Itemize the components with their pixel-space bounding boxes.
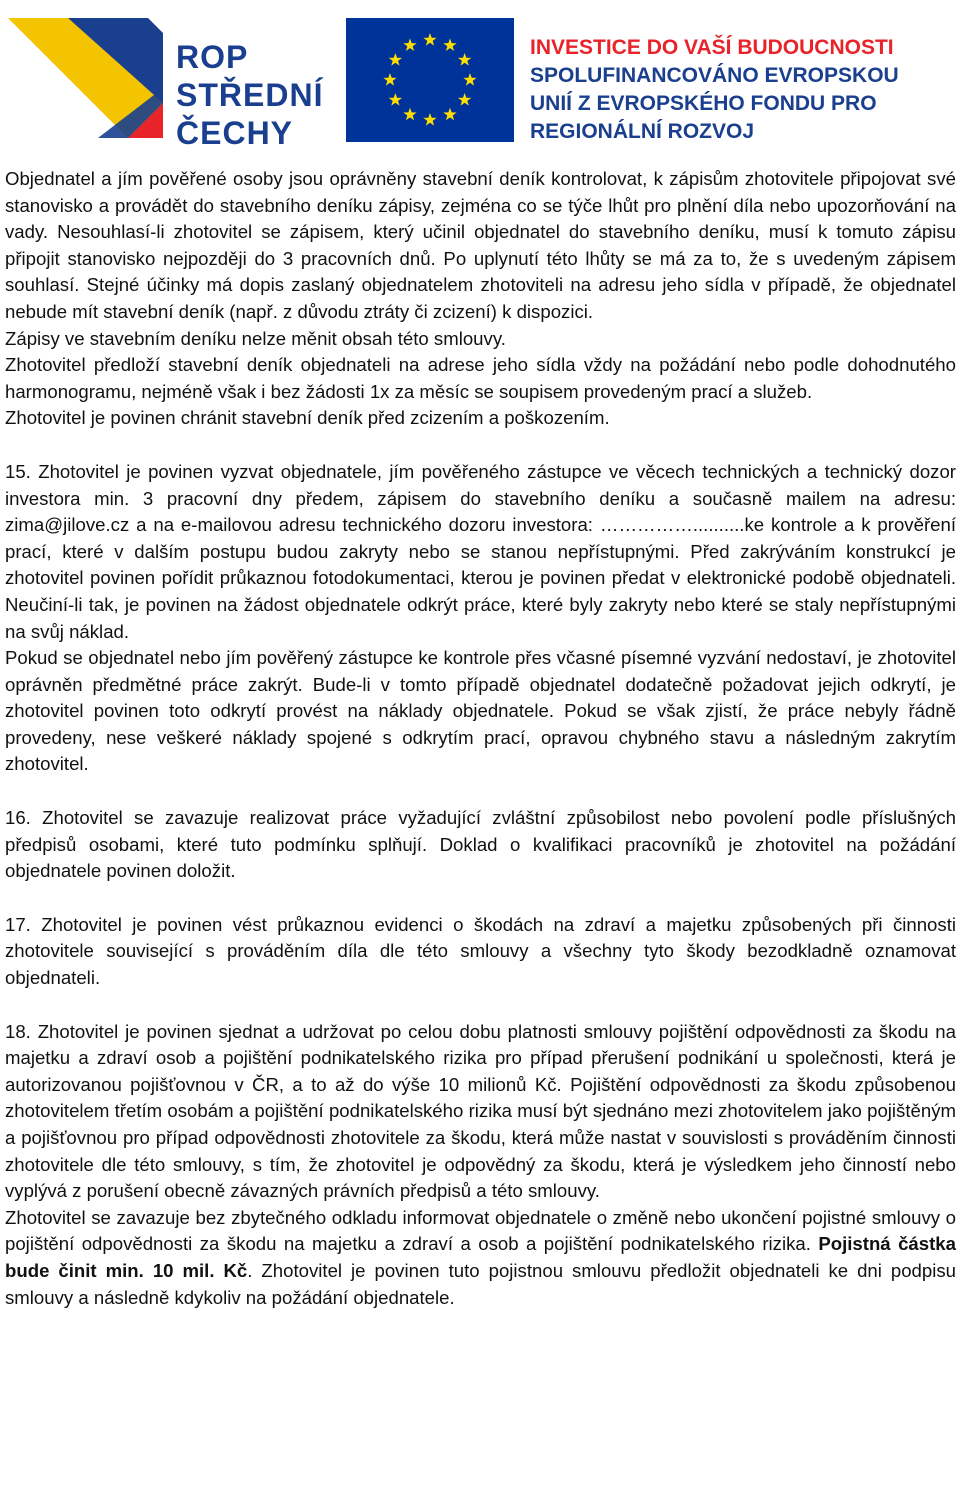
paragraph-objednatel-rights: Objednatel a jím pověřené osoby jsou oprávněny stavební deník kontrolovat, k zápisům zhotovitele připojovat své stanovisko a provádět do stavebního deníku zápisy, zejména co se týče lhůt pro plnění díla nebo upozorňování na vady. Nesouhlasí-li zhotovitel se zápisem, který učinil objednatel do stavebního deníku, musí k tomuto zápisu připojit stanovisko nejpozději do 3 pracovních dnů. Po uplynutí této lhůty se má za to, že s uvedeným zápisem souhlasí. Stejné účinky má dopis zaslaný objednatelem zhotoviteli na adresu jeho sídla v případě, že objednatel nebude mít stavební deník (např. z důvodu ztráty či zcizení) k dispozici.: [5, 168, 956, 322]
eu-line-3: UNIÍ Z EVROPSKÉHO FONDU PRO: [530, 92, 877, 115]
paragraph-diary-protection: Zhotovitel je povinen chránit stavební deník před zcizením a poškozením.: [5, 407, 610, 429]
contract-text: [5, 166, 956, 1311]
eu-flag-icon: [346, 18, 514, 142]
paragraph-16-qualification: 16. Zhotovitel se zavazuje realizovat práce vyžadující zvláštní způsobilost nebo povolení podle příslušných předpisů osobami, které tuto podmínku splňují. Doklad o kvalifikaci pracovníků je zhotovitel na požádání objednatele povinen doložit.: [5, 807, 956, 882]
rop-wordmark: [176, 38, 323, 152]
eu-line-4: REGIONÁLNÍ ROZVOJ: [530, 120, 755, 143]
insurance-amount: Pojistná částka bude činit min. 10 mil. Kč: [5, 1233, 956, 1281]
page-header: [0, 0, 960, 160]
rop-line-1: ROP: [176, 39, 249, 75]
insurance-notice-end: . Zhotovitel je povinen tuto pojistnou smlouvu předložit objednateli ke dni podpisu smlouvy a následně kdykoliv na požádání objednatele.: [5, 1259, 957, 1308]
eu-line-2: SPOLUFINANCOVÁNO EVROPSKOU: [530, 64, 899, 87]
paragraph-15-inspection: 15. Zhotovitel je povinen vyzvat objednatele, jím pověřeného zástupce ve věcech technických a technický dozor investora min. 3 pracovní dny předem, zápisem do stavebního deníku a současně mailem na adresu: zima@jilove.cz a na e-mailovou adresu technického dozoru investora: ……………..........ke kontrole a k prověření prací, které v dalším postupu budou zakryty nebo se stanou nepřístupnými. Před zakrýváním konstrukcí je zhotovitel povinen pořídit průkaznou fotodokumentaci, kterou je povinen předat v elektronické podobě objednateli. Neučiní-li tak, je povinen na žádost objednatele odkrýt práce, které byly zakryty nebo které se staly nepřístupnými na svůj náklad.: [5, 460, 956, 642]
paragraph-18-insurance: 18. Zhotovitel je povinen sjednat a udržovat po celou dobu platnosti smlouvy pojištění odpovědnosti za škodu na majetku a zdraví osob a pojištění podnikatelského rizika pro případ přerušení podnikání u společnosti, která je autorizovanou pojišťovnou v ČR, a to až do výše 10 milionů Kč. Pojištění odpovědnosti za škodu způsobenou zhotovitelem třetím osobám a pojištění podnikatelského rizika musí být sjednáno mezi zhotovitelem jako pojištěným a pojišťovnou pro případ odpovědnosti zhotovitele za škodu, která může nastat v souvislosti s prováděním činnosti zhotovitele dle této smlouvy, s tím, že zhotovitel je odpovědný za škodu, která je výsledkem jeho činností nebo vyplývá z porušení obecně závazných právních předpisů a této smlouvy.: [5, 1020, 956, 1202]
paragraph-15-uncovering: Pokud se objednatel nebo jím pověřený zástupce ke kontrole přes včasné písemné vyzvání nedostaví, je zhotovitel oprávněn předmětné práce zakrýt. Bude-li v tomto případě objednatel dodatečně požadovat jejich odkrytí, je zhotovitel povinen toto odkrytí provést na náklady objednatele. Pokud se však zjistí, že práce nebyly řádně provedeny, nese veškeré náklady spojené s odkrytím prací, opravou chybného stavu a následným zakrytím zhotovitel.: [5, 647, 956, 775]
paragraph-diary-no-change: Zápisy ve stavebním deníku nelze měnit obsah této smlouvy.: [5, 327, 506, 349]
rop-line-3: ČECHY: [176, 115, 294, 151]
eu-line-1: INVESTICE DO VAŠÍ BUDOUCNOSTI: [530, 36, 894, 59]
eu-funding-text: [530, 34, 899, 146]
rop-line-2: STŘEDNÍ: [176, 77, 324, 113]
paragraph-17-damage-records: 17. Zhotovitel je povinen vést průkaznou evidenci o škodách na zdraví a majetku způsobených při činnosti zhotovitele související s prováděním díla dle této smlouvy a všechny tyto škody bezodkladně oznamovat objednateli.: [5, 913, 956, 989]
paragraph-18-insurance-notice: [5, 1205, 956, 1311]
insurance-notice-text: Zhotovitel se zavazuje bez zbytečného odkladu informovat objednatele o změně nebo ukončení pojistné smlouvy o pojištění odpovědnosti za škodu na majetku a zdraví a osob a pojištění podnikatelského rizika.: [5, 1206, 956, 1255]
paragraph-diary-submission: Zhotovitel předloží stavební deník objednateli na adrese jeho sídla vždy na požádání nebo podle dohodnutého harmonogramu, nejméně však i bez žádosti 1x za měsíc se soupisem provedeným prací a služeb.: [5, 354, 956, 402]
